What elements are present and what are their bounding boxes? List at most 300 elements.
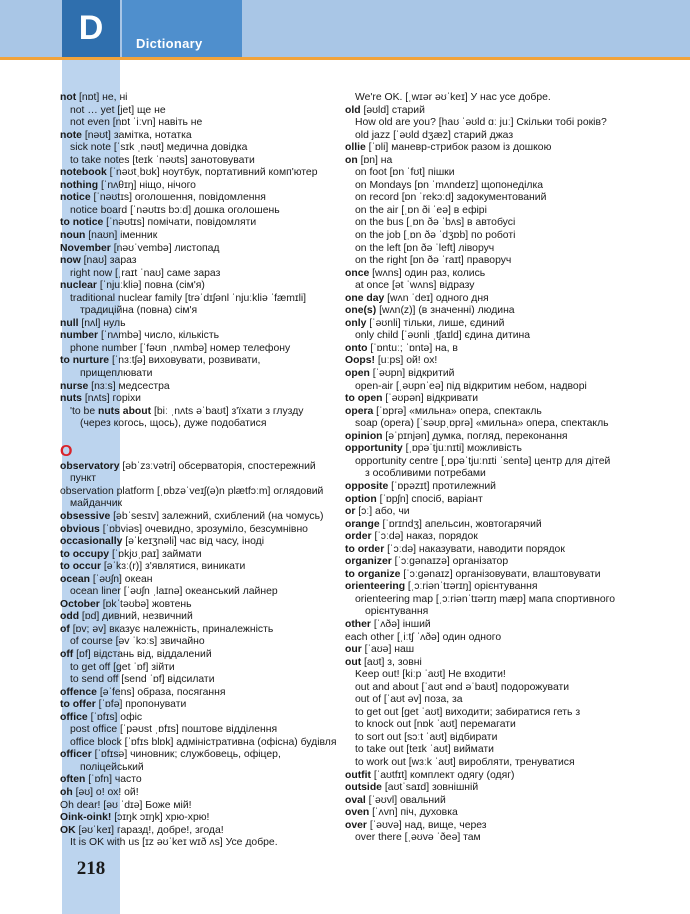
entry-subline (60, 737, 360, 750)
dictionary-entry (345, 343, 655, 356)
headword: OK (60, 824, 76, 836)
entry-subline (345, 468, 655, 481)
dictionary-entry (345, 519, 655, 532)
entry-subline (60, 586, 360, 599)
entry-text: not even [nɒt ˈiːvn] навіть не (70, 117, 203, 129)
entry-text: [ˈnəʊtˌbʊk] ноутбук, портативний комп'ютер (106, 167, 318, 179)
headword: opportunity (345, 443, 403, 455)
entry-text: open-air [ˌəʊpnˈeə] під відкритим небом, надворі (355, 380, 587, 392)
entry-subline (345, 205, 655, 218)
dictionary-entry (60, 687, 360, 700)
headword: on (345, 154, 358, 166)
entry-text: [əʊld] старий (360, 104, 425, 116)
dictionary-entry (345, 268, 655, 281)
entry-text: [nəʊt] замітка, нотатка (81, 129, 192, 141)
dictionary-entry (60, 624, 360, 637)
entry-text: [wʌns] один раз, колись (369, 267, 486, 279)
dictionary-entry (345, 619, 655, 632)
left-column (60, 92, 360, 850)
entry-subline (345, 594, 655, 607)
headword: November (60, 242, 111, 254)
section-label: Dictionary (136, 36, 203, 51)
headword: oval (345, 794, 366, 806)
entry-text: on the job [ˌɒn ðə ˈdʒɒb] по роботі (355, 230, 516, 242)
dictionary-entry (345, 770, 655, 783)
entry-text: [əˈfens] образа, посягання (96, 686, 226, 698)
entry-text: пункт (70, 473, 96, 485)
entry-subline (345, 130, 655, 143)
headword: odd (60, 611, 80, 623)
entry-text: on the bus [ˌɒn ðə ˈbʌs] в автобусі (355, 217, 516, 229)
entry-subline (345, 381, 655, 394)
dictionary-entry (60, 599, 360, 612)
entry-text: [ˈəʊpn] відкритий (369, 368, 455, 380)
entry-text: Oh dear! [əʊ ˈdɪə] Боже мій! (60, 799, 192, 811)
page-header (0, 0, 690, 57)
headword: note (60, 129, 82, 141)
dictionary-entry (60, 192, 360, 205)
dictionary-entry (60, 461, 360, 474)
headword: often (60, 774, 86, 786)
entry-subline (345, 217, 655, 230)
headword: other (345, 618, 371, 630)
dictionary-entry (345, 368, 655, 381)
headword: nurse (60, 380, 89, 392)
entry-text: [ˈɒpʃn] спосіб, варіант (376, 493, 483, 505)
dictionary-entry (60, 511, 360, 524)
headword: ollie (345, 142, 366, 154)
headword: nothing (60, 179, 99, 191)
headword: obsessive (60, 510, 111, 522)
entry-text: [ˈnəʊtɪs] оголошення, повідомлення (90, 192, 266, 204)
entry-subline (345, 719, 655, 732)
entry-text: [ˈʌðə] інший (370, 618, 431, 630)
headword: out (345, 656, 362, 668)
entry-text: It is OK with us [ɪz əʊˈkeɪ wɪð ʌs] Усе добре. (70, 837, 278, 849)
dictionary-entry (345, 795, 655, 808)
entry-text: on Mondays [ɒn ˈmʌndeɪz] щопонеділка (355, 179, 544, 191)
headword: Oink-oink! (60, 812, 112, 824)
entry-text: [wʌn ˈdeɪ] одного дня (384, 292, 489, 304)
dictionary-entry (345, 155, 655, 168)
dictionary-entry (345, 443, 655, 456)
entry-text: [nɜːs] медсестра (88, 380, 170, 392)
entry-text: [nəʊˈvembə] листопад (110, 242, 220, 254)
section-label-tab (122, 0, 242, 57)
letter-tab (62, 0, 120, 57)
entry-subline (345, 180, 655, 193)
entry-subline (345, 757, 655, 770)
headword: nuts about (97, 405, 152, 417)
entry-text: [ˈnjuːkliə] повна (сім'я) (96, 280, 205, 292)
headword: open (345, 368, 370, 380)
headword: to occupy (60, 548, 110, 560)
entry-subline (60, 636, 360, 649)
entry-text: [ɒkˈtəʊbə] жовтень (99, 598, 192, 610)
dictionary-entry (60, 381, 360, 394)
entry-text: [ɒv; əv] вказує належність, приналежність (69, 623, 274, 635)
headword: null (60, 317, 79, 329)
entry-text: phone number [ˈfəʊn ˌnʌmbə] номер телефону (70, 342, 291, 354)
dictionary-entry (345, 431, 655, 444)
page-number: 218 (76, 858, 106, 879)
entry-text: to get off [get ˈɒf] зійти (70, 661, 175, 673)
entry-subline (60, 800, 360, 813)
headword: once (345, 267, 370, 279)
entry-text: We're OK. [ˌwɪər əʊˈkeɪ] У нас усе добре. (355, 92, 551, 103)
entry-text: [əʊˈkeɪ] гаразд!, добре!, згода! (75, 824, 224, 836)
entry-prefix: 'to be (70, 405, 98, 417)
headword: order (345, 531, 372, 543)
dictionary-entry (60, 243, 360, 256)
entry-text: [ˈaʊtfɪt] комплект одягу (одяг) (370, 769, 515, 781)
entry-text: [əʊ] о! ох! ой! (72, 786, 139, 798)
entry-subline (345, 606, 655, 619)
section-heading: O (60, 442, 73, 460)
entry-subline (345, 243, 655, 256)
entry-subline (60, 268, 360, 281)
headword: obvious (60, 523, 100, 535)
headword: option (345, 493, 377, 505)
dictionary-entry (345, 782, 655, 795)
dictionary-entry (60, 699, 360, 712)
dictionary-entry (60, 549, 360, 562)
dictionary-entry (345, 142, 655, 155)
entry-text: [ˈəʊpən] відкривати (382, 393, 479, 405)
entry-spacer (60, 431, 360, 439)
entry-subline (60, 293, 360, 306)
headword: outside (345, 782, 382, 794)
entry-text: [ɔː] або, чи (355, 506, 410, 518)
headword: only (345, 317, 367, 329)
entry-subline (345, 418, 655, 431)
dictionary-entry (60, 167, 360, 180)
entry-subline (60, 473, 360, 486)
dictionary-entry (345, 569, 655, 582)
entry-text: орієнтування (365, 606, 429, 618)
headword: opinion (345, 430, 383, 442)
dictionary-entry (60, 318, 360, 331)
entry-subline (345, 456, 655, 469)
headword: to nurture (60, 355, 110, 367)
entry-text: [ˈəʊnli] тільки, лише, єдиний (366, 317, 505, 329)
entry-text: sick note [ˈsɪk ˌnəʊt] медична довідка (70, 142, 248, 154)
headword: to occur (60, 561, 101, 573)
entry-subline (345, 682, 655, 695)
entry-text: at once [ət ˈwʌns] відразу (355, 280, 475, 292)
entry-text: only child [ˈəʊnli ˌtʃaɪld] єдина дитина (355, 330, 531, 342)
entry-subline (60, 662, 360, 675)
dictionary-entry (345, 293, 655, 306)
entry-text: [ˈnɜːtʃə] виховувати, розвивати, (109, 355, 261, 367)
headword: now (60, 255, 81, 267)
entry-text: [əbˈsesɪv] залежний, схиблений (на чомусь) (110, 510, 324, 522)
dictionary-entry (345, 807, 655, 820)
headword: orienteering (345, 581, 406, 593)
headword: onto (345, 342, 368, 354)
headword: office (60, 711, 88, 723)
headword: oven (345, 807, 370, 819)
entry-text: on the left [ɒn ðə ˈleft] ліворуч (355, 242, 495, 254)
dictionary-entry (60, 649, 360, 662)
entry-subline (60, 486, 360, 499)
entry-text: [ˈɒfə] пропонувати (95, 699, 187, 711)
dictionary-entry (60, 406, 360, 419)
entry-text: [ˌɔːriənˈtɪərɪŋ] орієнтування (405, 581, 538, 593)
dictionary-entry (345, 820, 655, 833)
entry-text: [ˈɒli] маневр-стрибок разом із дошкою (365, 142, 552, 154)
entry-subline (60, 155, 360, 168)
dictionary-entry (345, 105, 655, 118)
entry-text: traditional nuclear family [trəˈdɪʃənl ˈnjuːkliə ˈfæmɪli] (70, 292, 307, 304)
entry-text: [ɒf] відстань від, віддалений (73, 648, 212, 660)
dictionary-entry (345, 531, 655, 544)
entry-text: [ˈɒfɪsə] чиновник; службовець, офіцер, (91, 749, 281, 761)
dictionary-entry (60, 561, 360, 574)
dictionary-entry (345, 657, 655, 670)
entry-subline (60, 418, 360, 431)
entry-subline (60, 724, 360, 737)
entry-text: to take out [teɪk ˈaʊt] виймати (355, 744, 494, 756)
headword: or (345, 506, 356, 518)
entry-text: [aʊt] з, зовні (361, 656, 422, 668)
entry-subline (60, 762, 360, 775)
entry-text: to take notes [teɪk ˈnəʊts] занотовувати (70, 154, 255, 166)
dictionary-entry (60, 180, 360, 193)
entry-text: [ˈɒrɪndʒ] апельсин, жовтогарячий (379, 518, 542, 530)
dictionary-entry (345, 406, 655, 419)
entry-text: [ˈɒpəzɪt] протилежний (388, 480, 496, 492)
entry-text: to knock out [nɒk ˈaʊt] перемагати (355, 719, 516, 731)
entry-subline (345, 832, 655, 845)
entry-text: out of [ˈaʊt əv] поза, за (355, 694, 463, 706)
entry-subline (345, 167, 655, 180)
entry-text: [ˈnʌmbə] число, кількість (98, 330, 220, 342)
entry-text: not … yet [jet] ще не (70, 104, 166, 116)
entry-subline (345, 744, 655, 757)
entry-text: [ˈɔːdə] наказ, порядок (371, 531, 478, 543)
entry-subline (60, 837, 360, 850)
headword: offence (60, 686, 97, 698)
dictionary-entry (60, 230, 360, 243)
entry-text: ocean liner [ˈəʊʃn ˌlaɪnə] океанський лайнер (70, 586, 278, 598)
entry-subline (60, 117, 360, 130)
entry-text: [nʌl] нуль (78, 317, 126, 329)
headword: oh (60, 786, 73, 798)
entry-text: on foot [ɒn ˈfʊt] пішки (355, 167, 455, 179)
entry-text: of course [əv ˈkɔːs] звичайно (70, 636, 205, 648)
headword: not (60, 92, 77, 103)
entry-text: [uːps] ой! ох! (375, 355, 438, 367)
entry-subline (345, 694, 655, 707)
entry-text: [ˈɒntuː; ˈɒntə] на, в (367, 342, 458, 354)
entry-text: to sort out [sɔːt ˈaʊt] відбирати (355, 731, 498, 743)
headword: opposite (345, 480, 389, 492)
entry-text: [ˈɒbviəs] очевидно, зрозуміло, безсумнівно (99, 523, 308, 535)
entry-text: to work out [wɜːk ˈaʊt] виробляти, тренуватися (355, 756, 575, 768)
dictionary-entry (60, 92, 360, 105)
entry-text: [ˈəʊʃn] океан (90, 573, 153, 585)
headword: to order (345, 543, 385, 555)
headword: outfit (345, 769, 371, 781)
entry-text: [ɔɪŋk ɔɪŋk] хрю-хрю! (111, 812, 210, 824)
entry-text: [ˈəʊvl] овальний (365, 794, 446, 806)
right-column (345, 92, 655, 845)
dictionary-entry (345, 318, 655, 331)
dictionary-entry (345, 355, 655, 368)
dictionary-entry (60, 255, 360, 268)
headword: one day (345, 292, 385, 304)
entry-text: [əˈkeɪʒnəli] час від часу, іноді (122, 536, 265, 548)
entry-text: майданчик (70, 498, 123, 510)
entry-text: [nʌts] горіхи (81, 393, 141, 405)
entry-text: [ˈɔːɡənaɪz] організовувати, влаштовувати (400, 568, 601, 580)
entry-text: post office [ˈpəʊst ˌɒfɪs] поштове відділення (70, 724, 278, 736)
dictionary-entry (60, 774, 360, 787)
section-letter: D (78, 9, 104, 47)
dictionary-entry (60, 536, 360, 549)
entry-text: [əˈpɪnjən] думка, погляд, переконання (382, 430, 568, 442)
headword: number (60, 330, 99, 342)
entry-text: традиційна (повна) сім'я (80, 305, 198, 317)
entry-text: over there [ˌəʊvə ˈðeə] там (355, 832, 481, 844)
headword: opera (345, 405, 374, 417)
entry-text: [ɒn] на (357, 154, 393, 166)
headword: orange (345, 518, 380, 530)
dictionary-entry (345, 506, 655, 519)
dictionary-entry (345, 556, 655, 569)
entry-text: to send off [send ˈɒf] відсилати (70, 674, 215, 686)
entry-subline (345, 732, 655, 745)
entry-subline (60, 142, 360, 155)
entry-text: [nɒt] не, ні (76, 92, 128, 103)
entry-text: [ɒd] дивний, незвичний (79, 611, 193, 623)
headword: one(s) (345, 305, 377, 317)
headword: over (345, 819, 367, 831)
entry-text: orienteering map [ˌɔːriənˈtɪərɪŋ mæp] мапа спортивного (355, 593, 616, 605)
entry-text: [ˈɒfɪs] офіс (87, 711, 143, 723)
entry-text: [biː ˌnʌts əˈbaʊt] з'їхати з глузду (151, 405, 304, 417)
entry-text: [ˈɒprə] «мильна» опера, спектакль (373, 405, 542, 417)
headword: ocean (60, 573, 91, 585)
dictionary-entry (345, 305, 655, 318)
headword: to organize (345, 568, 401, 580)
entry-text: [ˈnʌθɪŋ] ніщо, нічого (98, 179, 196, 191)
headword: to open (345, 393, 383, 405)
entry-text: on the right [ɒn ðə ˈraɪt] праворуч (355, 255, 512, 267)
entry-text: [naʊn] іменник (85, 230, 158, 242)
entry-text: [ˈɒfn] часто (85, 774, 142, 786)
headword: to notice (60, 217, 104, 229)
entry-text: [wʌn(z)] (в значенні) людина (376, 305, 515, 317)
entry-text: з особливими потребами (365, 468, 486, 480)
entry-subline (60, 205, 360, 218)
entry-text: [ˈaʊə] наш (361, 644, 415, 656)
dictionary-entry (60, 825, 360, 838)
entry-text: each other [ˌiːtʃ ˈʌðə] один одного (345, 631, 502, 643)
entry-text: поліцейський (80, 761, 144, 773)
dictionary-entry (345, 644, 655, 657)
dictionary-entry (345, 494, 655, 507)
entry-subline (60, 343, 360, 356)
dictionary-entry (60, 611, 360, 624)
entry-text: [ˈɔːdə] наказувати, наводити порядок (384, 543, 565, 555)
entry-text: right now [ˌraɪt ˈnaʊ] саме зараз (70, 267, 221, 279)
entry-text: [ˈnəʊtɪs] помічати, повідомляти (103, 217, 257, 229)
entry-subline (60, 105, 360, 118)
headword: notice (60, 192, 91, 204)
entry-text: прищеплювати (80, 368, 153, 380)
entry-text: on record [ɒn ˈrekɔːd] задокументований (355, 192, 547, 204)
headword: nuclear (60, 280, 97, 292)
dictionary-entry (345, 393, 655, 406)
dictionary-entry (60, 712, 360, 725)
entry-text: [ˈʌvn] піч, духовка (369, 807, 458, 819)
entry-text: to get out [get ˈaʊt] виходити; забиратися геть з (355, 706, 581, 718)
entry-subline (345, 330, 655, 343)
entry-text: How old are you? [haʊ ˈəʊld ɑː juː] Скільки тобі років? (355, 117, 607, 129)
dictionary-entry (345, 581, 655, 594)
entry-text: (через когось, щось), дуже подобатися (80, 418, 267, 430)
entry-subline (345, 280, 655, 293)
entry-text: on the air [ˌɒn ði ˈeə] в ефірі (355, 204, 487, 216)
dictionary-entry (60, 280, 360, 293)
entry-text: soap (opera) [ˈsəʊpˌɒprə] «мильна» опера, спектакль (355, 418, 609, 430)
entry-subline (345, 632, 655, 645)
entry-subline (345, 707, 655, 720)
headword: noun (60, 230, 86, 242)
entry-text: opportunity centre [ˌɒpəˈtjuːnɪti ˈsentə] центр для дітей (355, 455, 611, 467)
entry-text: office block [ˈɒfɪs blɒk] адміністративна (офісна) будівля (70, 736, 337, 748)
dictionary-entry (60, 355, 360, 368)
entry-subline (60, 674, 360, 687)
entry-text: [ˈəʊvə] над, вище, через (366, 819, 487, 831)
headword: notebook (60, 167, 107, 179)
headword: officer (60, 749, 92, 761)
entry-text: [əˈkɜː(r)] з'являтися, виникати (101, 561, 246, 573)
headword: occasionally (60, 536, 123, 548)
entry-text: Keep out! [kiːp ˈaʊt] Не входити! (355, 669, 506, 681)
entry-text: observation platform [ˌɒbzəˈveɪʃ(ə)n plætfɔːm] оглядовий (60, 485, 324, 497)
entry-text: [ˈɒkjʊˌpaɪ] займати (109, 548, 202, 560)
entry-subline (60, 498, 360, 511)
headword: observatory (60, 460, 120, 472)
entry-text: [ˈɔːɡənaɪzə] організатор (391, 556, 509, 568)
headword: organizer (345, 556, 392, 568)
entry-text: [əbˈzɜːvətri] обсерваторія, спостережний (119, 460, 316, 472)
entry-text: [naʊ] зараз (80, 255, 137, 267)
entry-text: [ˌɒpəˈtjuːnɪti] можливість (402, 443, 522, 455)
headword: October (60, 598, 100, 610)
dictionary-entry (60, 393, 360, 406)
dictionary-entry (60, 574, 360, 587)
entry-text: old jazz [ˈəʊld dʒæz] старий джаз (355, 129, 514, 141)
headword: off (60, 648, 74, 660)
headword: to offer (60, 699, 96, 711)
entry-subline (345, 117, 655, 130)
headword: our (345, 644, 362, 656)
entry-text: out and about [ˈaʊt ənd əˈbaʊt] подорожувати (355, 681, 570, 693)
dictionary-entry (60, 749, 360, 762)
entry-subline (60, 305, 360, 318)
entry-subline (345, 192, 655, 205)
entry-text: [aʊtˈsaɪd] зовнішній (381, 782, 479, 794)
dictionary-entry (345, 544, 655, 557)
entry-text: notice board [ˈnəʊtɪs bɔːd] дошка оголошень (70, 204, 280, 216)
dictionary-entry (60, 787, 360, 800)
dictionary-entry (345, 481, 655, 494)
headword: of (60, 623, 70, 635)
